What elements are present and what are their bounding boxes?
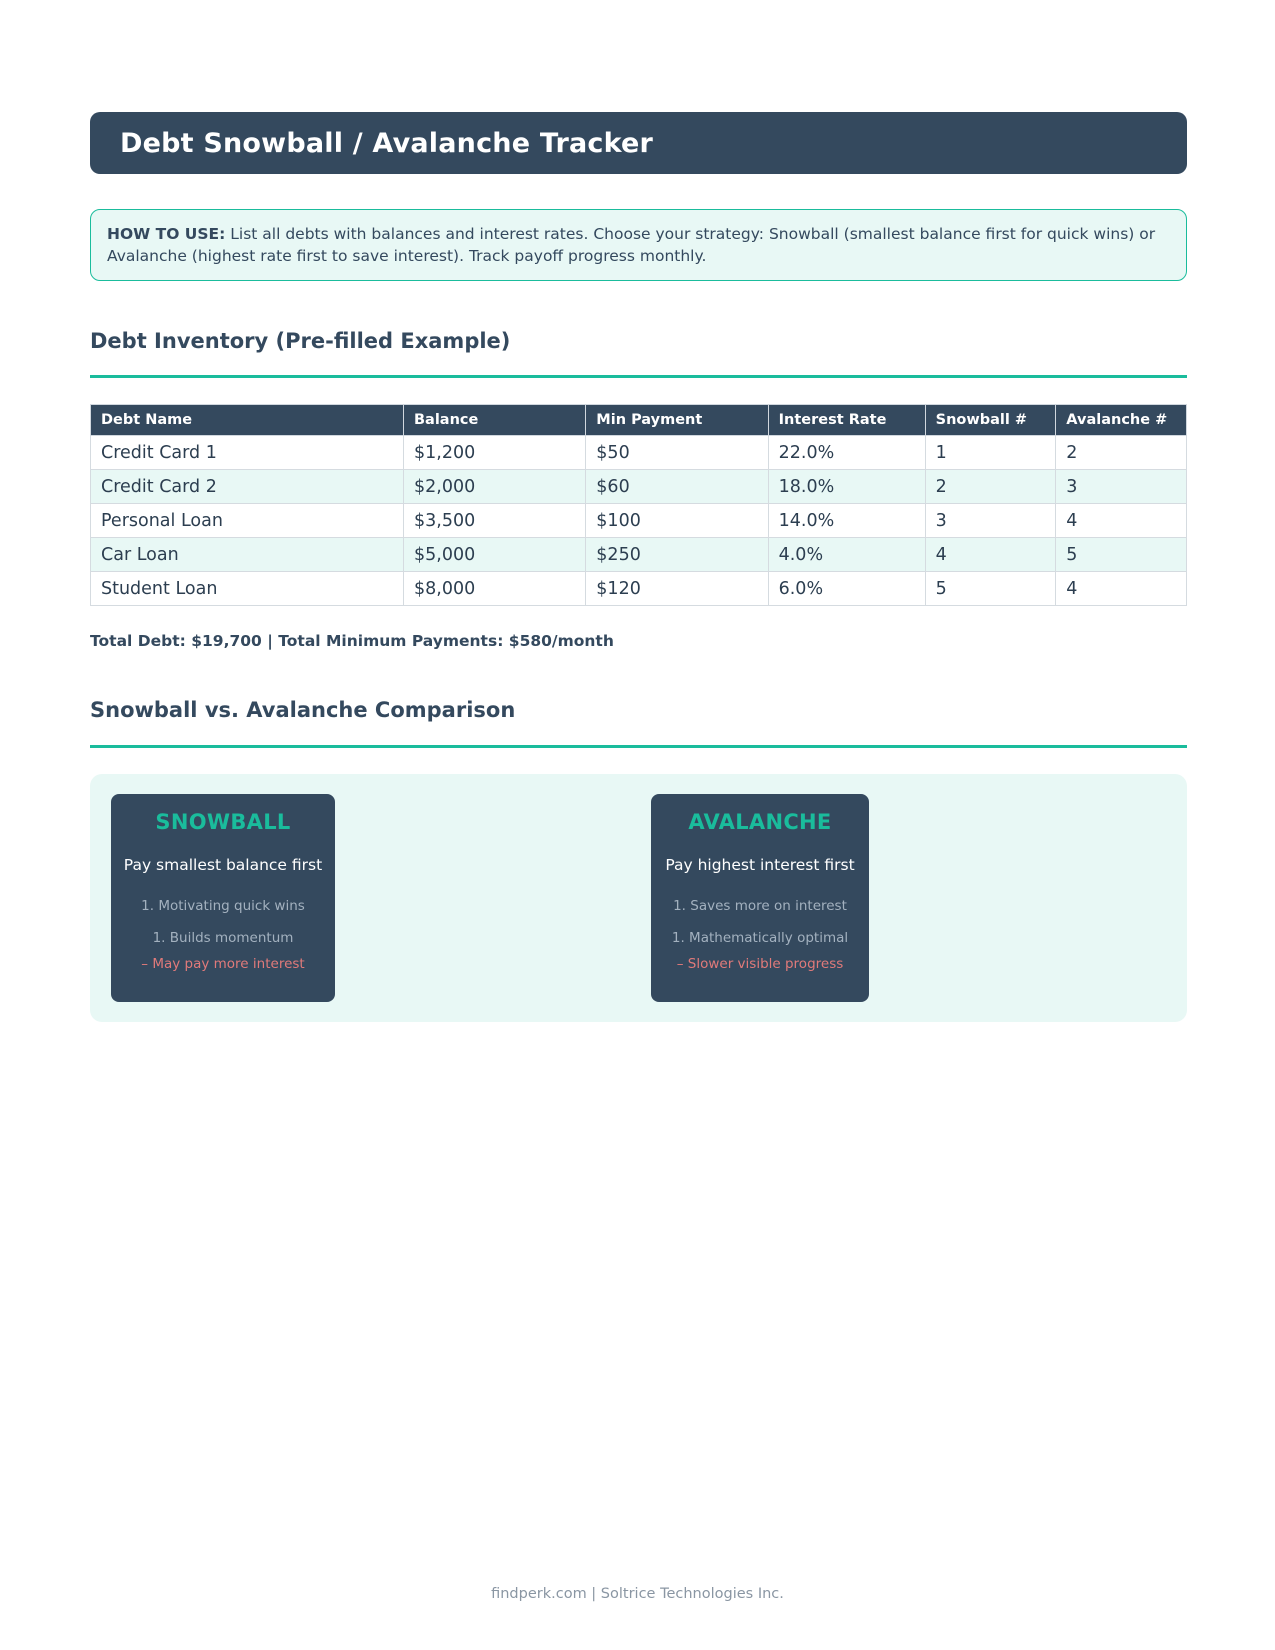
column-header-debt-name: Debt Name <box>91 405 404 436</box>
title-bar <box>90 112 1187 174</box>
comparison-title: Snowball vs. Avalanche Comparison <box>90 698 516 722</box>
min-payment-cell: $120 <box>586 572 768 606</box>
balance-cell: $8,000 <box>403 572 585 606</box>
avalanche-order-cell: 3 <box>1056 470 1187 504</box>
section-divider <box>90 375 1187 378</box>
column-header-snowball-order: Snowball # <box>925 405 1056 436</box>
snowball-order-cell: 3 <box>925 504 1056 538</box>
page <box>90 112 1187 1022</box>
how-to-use-label: HOW TO USE: <box>107 225 226 243</box>
avalanche-con: – Slower visible progress <box>676 956 844 972</box>
how-to-use-box <box>90 209 1187 281</box>
debt-name-cell: Credit Card 1 <box>91 436 404 470</box>
avalanche-order-cell: 4 <box>1056 572 1187 606</box>
comparison-panel <box>90 774 1187 1022</box>
debt-name-cell: Personal Loan <box>91 504 404 538</box>
avalanche-pros-list <box>651 890 869 954</box>
avalanche-order-cell: 5 <box>1056 538 1187 572</box>
avalanche-order-cell: 2 <box>1056 436 1187 470</box>
column-header-avalanche-order: Avalanche # <box>1056 405 1187 436</box>
snowball-tagline: Pay smallest balance first <box>123 856 323 874</box>
debt-name-cell: Credit Card 2 <box>91 470 404 504</box>
table-row <box>91 538 1187 572</box>
snowball-pros-list <box>111 890 335 954</box>
avalanche-title: AVALANCHE <box>688 810 832 834</box>
interest-rate-cell: 14.0% <box>768 504 925 538</box>
min-payment-cell: $50 <box>586 436 768 470</box>
balance-cell: $2,000 <box>403 470 585 504</box>
table-row <box>91 504 1187 538</box>
list-item: 1. Saves more on interest <box>673 898 847 914</box>
snowball-order-cell: 2 <box>925 470 1056 504</box>
snowball-order-cell: 5 <box>925 572 1056 606</box>
column-header-balance: Balance <box>403 405 585 436</box>
avalanche-tagline: Pay highest interest first <box>665 856 855 874</box>
list-item: 1. Builds momentum <box>152 930 294 946</box>
list-item: 1. Mathematically optimal <box>671 930 849 946</box>
section-divider <box>90 745 1187 748</box>
min-payment-cell: $60 <box>586 470 768 504</box>
table-header-row <box>91 405 1187 436</box>
interest-rate-cell: 4.0% <box>768 538 925 572</box>
balance-cell: $1,200 <box>403 436 585 470</box>
avalanche-card <box>651 794 869 1002</box>
column-header-min-payment: Min Payment <box>586 405 768 436</box>
how-to-use-text: List all debts with balances and interest rates. Choose your strategy: Snowball (smallest balance first for quick wins) or Avalanche (highest rate first to save interest). Track payoff progress monthly. <box>107 225 1156 265</box>
interest-rate-cell: 22.0% <box>768 436 925 470</box>
snowball-order-cell: 1 <box>925 436 1056 470</box>
table-row <box>91 572 1187 606</box>
snowball-order-cell: 4 <box>925 538 1056 572</box>
interest-rate-cell: 18.0% <box>768 470 925 504</box>
debt-inventory-table <box>90 404 1187 606</box>
interest-rate-cell: 6.0% <box>768 572 925 606</box>
min-payment-cell: $100 <box>586 504 768 538</box>
snowball-title: SNOWBALL <box>155 810 291 834</box>
debt-name-cell: Car Loan <box>91 538 404 572</box>
column-header-interest-rate: Interest Rate <box>768 405 925 436</box>
page-title: Debt Snowball / Avalanche Tracker <box>120 127 654 159</box>
min-payment-cell: $250 <box>586 538 768 572</box>
balance-cell: $5,000 <box>403 538 585 572</box>
list-item: 1. Motivating quick wins <box>141 898 305 914</box>
snowball-con: – May pay more interest <box>141 956 305 972</box>
debt-totals: Total Debt: $19,700 | Total Minimum Payments: $580/month <box>90 632 614 650</box>
snowball-card <box>111 794 335 1002</box>
debt-inventory-title: Debt Inventory (Pre-filled Example) <box>90 329 511 353</box>
debt-name-cell: Student Loan <box>91 572 404 606</box>
balance-cell: $3,500 <box>403 504 585 538</box>
table-row <box>91 436 1187 470</box>
table-row <box>91 470 1187 504</box>
page-footer: findperk.com | Soltrice Technologies Inc. <box>491 1586 784 1602</box>
avalanche-order-cell: 4 <box>1056 504 1187 538</box>
